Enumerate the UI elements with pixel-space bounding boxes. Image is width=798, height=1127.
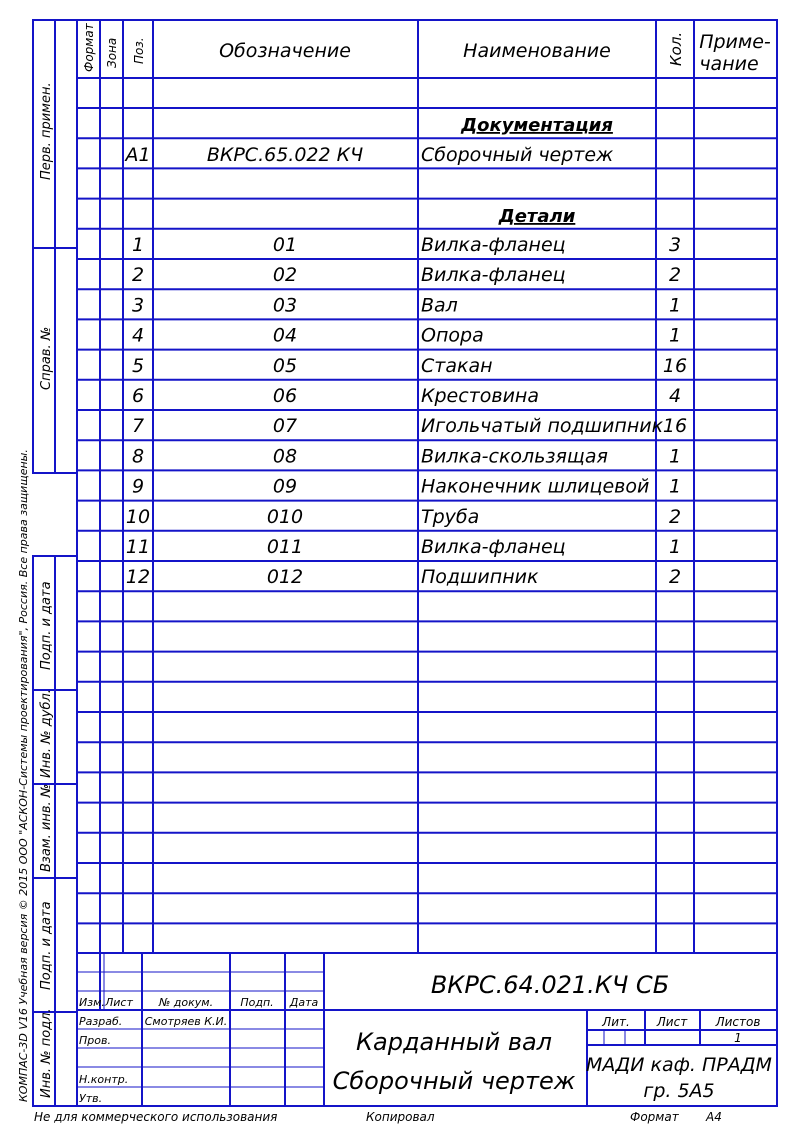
- row-qty: 3: [668, 234, 682, 256]
- doc-code: ВКРС.64.021.КЧ СБ: [430, 971, 670, 999]
- row-name: Вилка-скользящая: [421, 445, 608, 468]
- data-rows: [126, 234, 687, 588]
- tb-nkontr: Н.контр.: [79, 1073, 129, 1086]
- row-qty: 16: [662, 354, 688, 377]
- row-pos: 6: [131, 385, 145, 407]
- table-row: [132, 476, 681, 498]
- side-label-sprav-no: Справ. №: [39, 326, 54, 390]
- row-designation: 08: [272, 445, 298, 468]
- tb-listov: Листов: [715, 1015, 761, 1029]
- tb-list2: Лист: [656, 1015, 688, 1029]
- table-row: [132, 385, 681, 407]
- header-format: Формат: [82, 23, 96, 72]
- row-designation: 011: [266, 536, 304, 558]
- table-row: [132, 325, 681, 347]
- table-row: [126, 506, 681, 528]
- tb-izm: Изм.: [79, 996, 105, 1009]
- row-name: Вилка-фланец: [421, 264, 566, 287]
- row-name: Вилка-фланец: [421, 234, 566, 256]
- row-name: Труба: [421, 505, 480, 528]
- doc-row-designation: ВКРС.65.022 КЧ: [206, 144, 364, 166]
- table-row: [126, 566, 681, 588]
- row-name: Вилка-фланец: [421, 536, 566, 558]
- footer-format-label: Формат: [630, 1110, 679, 1124]
- row-designation: 07: [272, 415, 298, 438]
- header-qty: Кол.: [667, 31, 685, 66]
- footer-noncommercial: Не для коммерческого использования: [34, 1110, 278, 1124]
- tb-listov-val: 1: [734, 1031, 742, 1045]
- row-pos: 5: [131, 354, 145, 377]
- row-pos: 10: [125, 505, 151, 528]
- row-designation: 09: [272, 475, 298, 498]
- row-designation: 02: [272, 264, 298, 287]
- header-note-line1: Приме-: [699, 31, 771, 53]
- row-name: Опора: [421, 324, 484, 347]
- table-row: [132, 264, 681, 286]
- row-qty: 1: [668, 445, 682, 468]
- row-qty: 1: [668, 294, 682, 317]
- copyright-text: КОМПАС-3D V16 Учебная версия © 2015 ООО "АСКОН-Системы проектирования", Россия. Все права защищены.: [17, 449, 30, 1102]
- tb-list: Лист: [105, 996, 133, 1009]
- row-name: Стакан: [421, 354, 493, 377]
- row-qty: 1: [668, 324, 682, 347]
- header-designation: Обозначение: [219, 40, 351, 62]
- table-row: [132, 355, 687, 377]
- section-documentation: Документация: [461, 115, 613, 136]
- row-pos: 12: [125, 566, 151, 589]
- row-qty: 4: [668, 385, 682, 407]
- table-row: [132, 415, 687, 437]
- side-label-perv-primen: Перв. примен.: [39, 82, 54, 180]
- side-label-vzam-inv: Взам. инв. №: [39, 783, 54, 872]
- row-pos: 2: [131, 264, 145, 287]
- row-name: Игольчатый подшипник: [421, 415, 664, 438]
- table-row: [132, 294, 681, 316]
- row-pos: 1: [131, 234, 145, 256]
- header-note-line2: чание: [699, 53, 759, 75]
- row-designation: 010: [266, 505, 304, 528]
- row-qty: 16: [662, 415, 688, 438]
- row-designation: 03: [272, 294, 298, 317]
- footer-copied: Копировал: [366, 1110, 435, 1124]
- header-pos: Поз.: [132, 37, 146, 64]
- row-designation: 05: [272, 354, 298, 377]
- side-label-podp-data-1: Подп. и дата: [39, 581, 54, 670]
- tb-razrab: Разраб.: [79, 1015, 123, 1028]
- doc-row-name: Сборочный чертеж: [421, 144, 614, 166]
- header-name: Наименование: [463, 40, 611, 62]
- tb-data: Дата: [289, 996, 319, 1009]
- row-qty: 1: [668, 475, 682, 498]
- row-designation: 012: [266, 566, 304, 589]
- row-pos: 7: [131, 415, 145, 438]
- outer-frame: [77, 20, 777, 1106]
- row-name: Вал: [421, 294, 458, 317]
- doc-row-pos: А1: [125, 144, 151, 166]
- row-qty: 2: [668, 566, 682, 589]
- tb-lit: Лит.: [602, 1015, 630, 1029]
- row-qty: 1: [668, 536, 682, 558]
- row-name: Крестовина: [421, 385, 539, 407]
- side-label-podp-data-2: Подп. и дата: [39, 901, 54, 990]
- row-designation: 01: [272, 234, 298, 256]
- tb-org-line1: МАДИ каф. ПРАДМ: [586, 1054, 772, 1076]
- header-zone: Зона: [105, 37, 119, 68]
- row-pos: 9: [131, 475, 145, 498]
- table-row: [126, 536, 681, 558]
- row-name: Наконечник шлицевой: [421, 475, 650, 498]
- title-line2: Сборочный чертеж: [332, 1067, 576, 1095]
- row-pos: 11: [125, 536, 151, 558]
- title-line1: Карданный вал: [355, 1028, 553, 1056]
- table-row: [132, 445, 681, 467]
- row-qty: 2: [668, 505, 682, 528]
- row-pos: 3: [131, 294, 145, 317]
- row-pos: 8: [131, 445, 145, 468]
- row-designation: 04: [272, 324, 298, 347]
- tb-utv: Утв.: [79, 1092, 103, 1105]
- side-label-inv-dubl: Инв. № дубл.: [39, 689, 54, 778]
- tb-doc-no: № докум.: [158, 996, 214, 1009]
- row-designation: 06: [272, 385, 298, 407]
- row-qty: 2: [668, 264, 682, 287]
- footer-format-value: А4: [706, 1110, 722, 1124]
- table-row: [132, 234, 681, 256]
- tb-razrab-name: Смотряев К.И.: [144, 1015, 228, 1028]
- side-label-inv-podl: Инв. № подл.: [39, 1008, 54, 1098]
- tb-podp: Подп.: [240, 996, 274, 1009]
- row-pos: 4: [131, 324, 145, 347]
- row-name: Подшипник: [421, 566, 539, 589]
- section-details: Детали: [498, 206, 576, 227]
- tb-org-line2: гр. 5А5: [643, 1080, 715, 1102]
- tb-prov: Пров.: [79, 1034, 111, 1047]
